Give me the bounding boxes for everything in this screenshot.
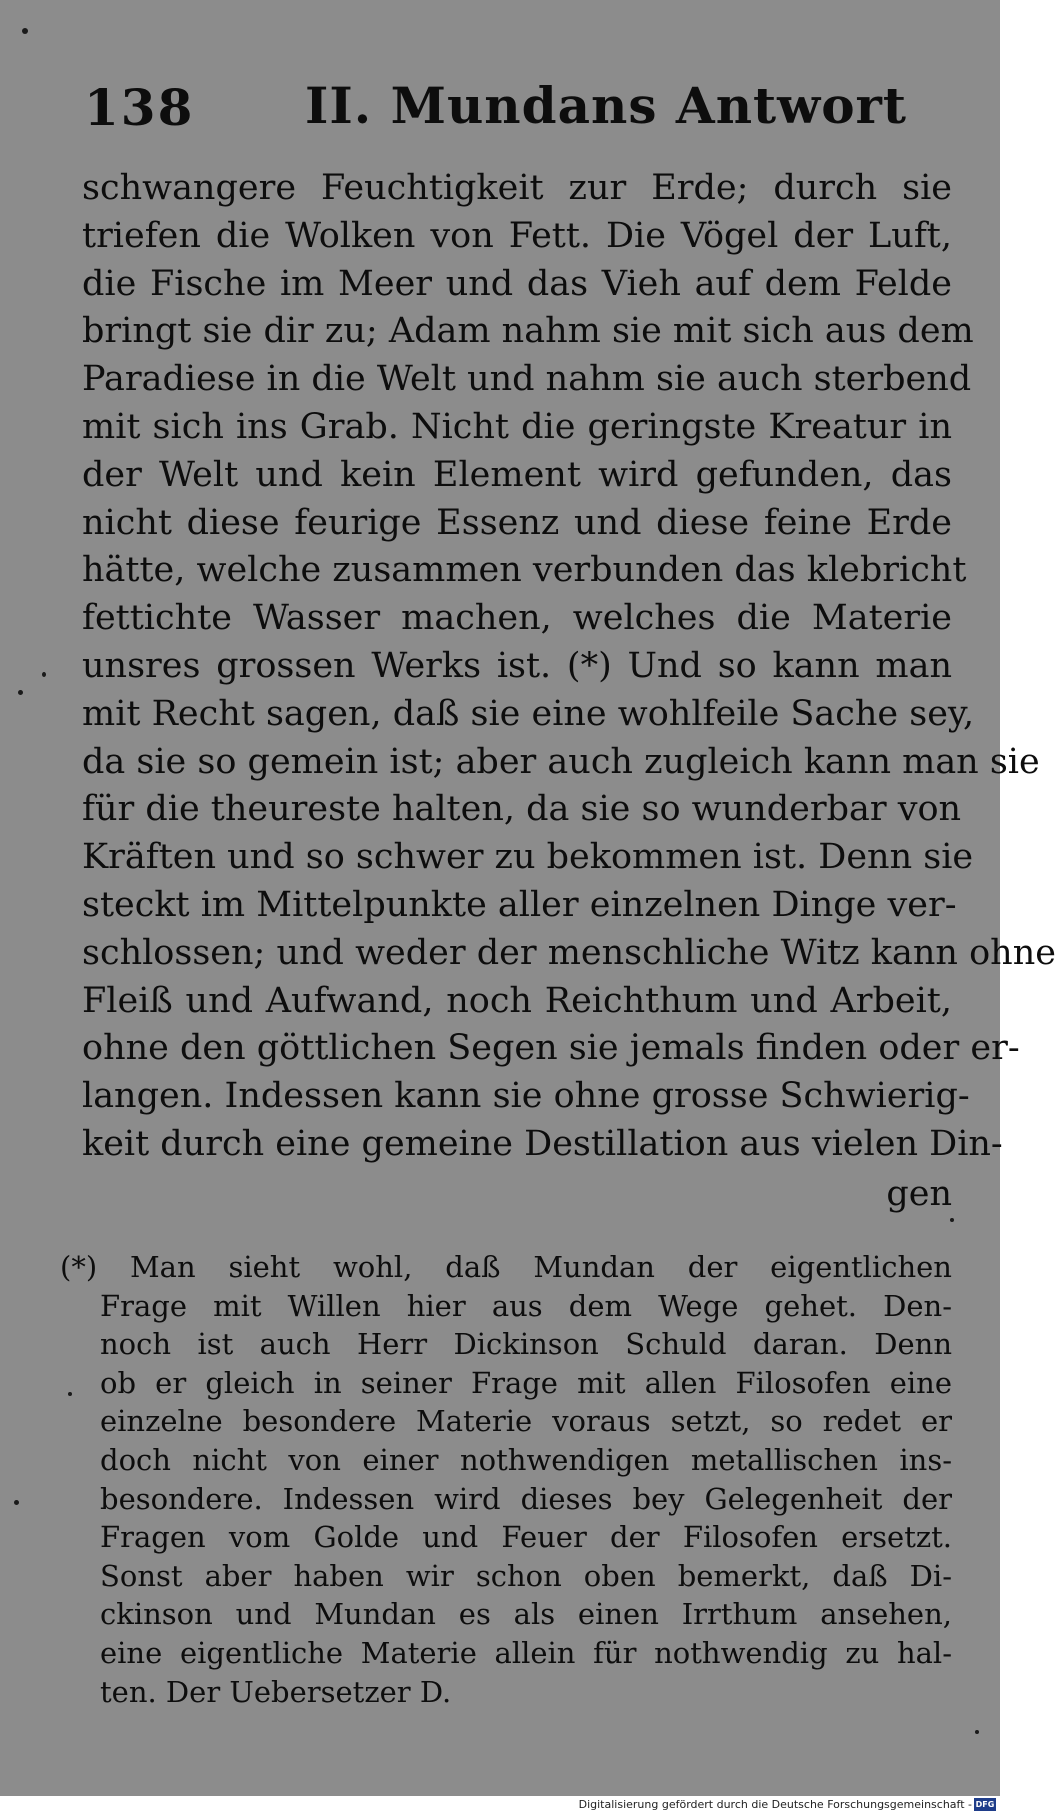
page-header bbox=[0, 72, 1000, 142]
ink-speck bbox=[950, 1218, 954, 1222]
ink-speck bbox=[42, 672, 46, 677]
text-line: steckt im Mittelpunkte aller einzelnen Dinge ver- bbox=[82, 884, 957, 925]
running-head: II. Mundans Antwort bbox=[305, 76, 907, 135]
text-line: Fleiß und Aufwand, noch Reichthum und Arbeit, bbox=[82, 980, 952, 1021]
footnote-line: doch nicht von einer nothwendigen metallischen ins- bbox=[100, 1442, 952, 1477]
footnote-line: Fragen vom Golde und Feuer der Filosofen ersetzt. bbox=[100, 1520, 952, 1555]
footnote-line: ckinson und Mundan es als einen Irrthum ansehen, bbox=[100, 1597, 952, 1632]
text-line: Kräften und so schwer zu bekommen ist. Denn sie bbox=[82, 837, 974, 878]
text-line: Paradiese in die Welt und nahm sie auch sterbend bbox=[82, 359, 972, 400]
text-line: ohne den göttlichen Segen sie jemals finden oder er- bbox=[82, 1028, 1020, 1069]
text-line: triefen die Wolken von Fett. Die Vögel der Luft, bbox=[82, 215, 952, 256]
footnote-line: besondere. Indessen wird dieses bey Gelegenheit der bbox=[100, 1481, 952, 1516]
text-line: da sie so gemein ist; aber auch zugleich kann man sie bbox=[82, 741, 1040, 782]
ink-speck bbox=[975, 1730, 979, 1734]
text-line: der Welt und kein Element wird gefunden, das bbox=[82, 454, 952, 495]
footnote-line: einzelne besondere Materie voraus setzt, so redet er bbox=[100, 1404, 952, 1439]
footnote-line: Frage mit Willen hier aus dem Wege gehet. Den- bbox=[100, 1288, 952, 1323]
text-line: fettichte Wasser machen, welches die Materie bbox=[82, 598, 952, 639]
ink-speck bbox=[22, 28, 28, 34]
text-line: für die theureste halten, da sie so wunderbar von bbox=[82, 789, 962, 830]
text-line: bringt sie dir zu; Adam nahm sie mit sich aus dem bbox=[82, 311, 974, 352]
text-line: mit sich ins Grab. Nicht die geringste Kreatur in bbox=[82, 406, 952, 447]
footnote-line: noch ist auch Herr Dickinson Schuld daran. Denn bbox=[100, 1327, 952, 1362]
text-line: hätte, welche zusammen verbunden das klebricht bbox=[82, 550, 967, 591]
page-number: 138 bbox=[84, 78, 195, 137]
catchword: gen bbox=[886, 1173, 952, 1214]
footnote-line: ten. Der Uebersetzer D. bbox=[100, 1674, 452, 1709]
dfg-logo: DFG bbox=[975, 1800, 995, 1809]
footnote-line: (*) Man sieht wohl, daß Mundan der eigentlichen bbox=[60, 1250, 952, 1284]
text-line: schwangere Feuchtigkeit zur Erde; durch sie bbox=[82, 168, 952, 208]
text-line: unsres grossen Werks ist. (*) Und so kann man bbox=[82, 645, 952, 686]
ink-speck bbox=[18, 690, 23, 695]
text-line: schlossen; und weder der menschliche Witz kann ohne bbox=[82, 932, 1056, 973]
footer-bar bbox=[0, 1796, 1000, 1814]
text-line: die Fische im Meer und das Vieh auf dem Felde bbox=[82, 263, 952, 304]
text-line: keit durch eine gemeine Destillation aus vielen Din- bbox=[82, 1123, 1003, 1164]
footnote bbox=[60, 1248, 952, 1711]
text-line: langen. Indessen kann sie ohne grosse Schwierig- bbox=[82, 1076, 970, 1117]
ink-speck bbox=[14, 1500, 19, 1505]
digitization-credit: Digitalisierung gefördert durch die Deutsche Forschungsgemeinschaft - bbox=[578, 1798, 972, 1811]
main-text bbox=[82, 165, 1056, 1219]
text-line: nicht diese feurige Essenz und diese feine Erde bbox=[82, 502, 952, 543]
footnote-line: Sonst aber haben wir schon oben bemerkt, daß Di- bbox=[100, 1558, 952, 1593]
footnote-line: eine eigentliche Materie allein für nothwendig zu hal- bbox=[100, 1635, 952, 1670]
text-line: mit Recht sagen, daß sie eine wohlfeile Sache sey, bbox=[82, 693, 975, 734]
footnote-line: ob er gleich in seiner Frage mit allen Filosofen eine bbox=[100, 1365, 952, 1400]
